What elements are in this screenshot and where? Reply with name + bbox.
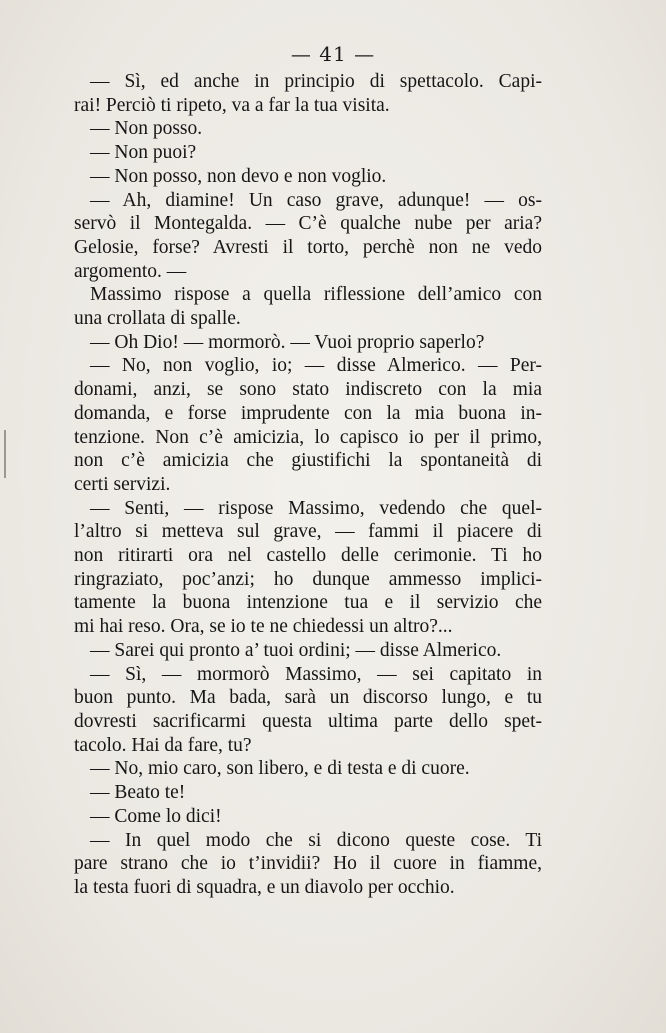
text-line: — Beato te! xyxy=(90,782,186,804)
text-line: — In quel modo che si dicono queste cose. Ti xyxy=(90,829,542,851)
text-line: una crollata di spalle. xyxy=(74,308,241,330)
text-line: argomento. — xyxy=(74,260,187,282)
body-text xyxy=(74,70,542,900)
text-line: — Senti, — rispose Massimo, vedendo che quel- xyxy=(90,497,542,519)
text-line: mi hai reso. Ora, se io te ne chiedessi un altro?... xyxy=(74,616,453,638)
text-line: — Ah, diamine! Un caso grave, adunque! — os- xyxy=(90,189,542,211)
paragraph xyxy=(74,117,542,141)
text-line: tacolo. Hai da fare, tu? xyxy=(74,734,252,756)
paragraph xyxy=(74,141,542,165)
text-line: domanda, e forse imprudente con la mia buona in- xyxy=(74,402,542,424)
text-line: rai! Perciò ti ripeto, va a far la tua visita. xyxy=(74,94,390,116)
text-line: — Sì, — mormorò Massimo, — sei capitato in xyxy=(90,663,542,685)
text-line: non c’è amicizia che giustifichi la spontaneità di xyxy=(74,450,542,472)
text-line: l’altro si metteva sul grave, — fammi il piacere di xyxy=(74,521,542,543)
paragraph xyxy=(74,189,542,284)
text-line: tenzione. Non c’è amicizia, lo capisco io per il primo, xyxy=(74,426,542,448)
text-line: — No, non voglio, io; — disse Almerico. — Per- xyxy=(90,355,542,377)
text-line: — Non posso. xyxy=(90,118,203,140)
text-line: certi servizi. xyxy=(74,473,171,495)
paragraph xyxy=(74,805,542,829)
text-line: — No, mio caro, son libero, e di testa e di cuore. xyxy=(90,758,470,780)
text-line: — Non posso, non devo e non voglio. xyxy=(90,165,387,187)
paragraph xyxy=(74,331,542,355)
text-line: la testa fuori di squadra, e un diavolo per occhio. xyxy=(74,876,455,898)
text-line: Gelosie, forse? Avresti il torto, perchè non ne vedo xyxy=(74,236,542,258)
paragraph xyxy=(74,829,542,900)
text-line: — Come lo dici! xyxy=(90,805,222,827)
text-line: servò il Montegalda. — C’è qualche nube per aria? xyxy=(74,213,542,235)
paragraph xyxy=(74,663,542,758)
text-line: — Sarei qui pronto a’ tuoi ordini; — disse Almerico. xyxy=(90,639,502,661)
paragraph xyxy=(74,70,542,117)
text-line: donami, anzi, se sono stato indiscreto con la mia xyxy=(74,379,542,401)
page-number: — 41 — xyxy=(290,42,376,66)
text-line: — Oh Dio! — mormorò. — Vuoi proprio saperlo? xyxy=(90,331,485,353)
paragraph xyxy=(74,283,542,330)
paragraph xyxy=(74,639,542,663)
paragraph xyxy=(74,757,542,781)
paragraph xyxy=(74,165,542,189)
paragraph xyxy=(74,781,542,805)
text-line: dovresti sacrificarmi questa ultima parte dello spet- xyxy=(74,710,542,732)
text-line: pare strano che io t’invidii? Ho il cuore in fiamme, xyxy=(74,853,542,875)
margin-mark xyxy=(4,430,6,478)
text-line: non ritirarti ora nel castello delle cerimonie. Ti ho xyxy=(74,545,542,567)
paragraph xyxy=(74,354,542,496)
text-line: buon punto. Ma bada, sarà un discorso lungo, e tu xyxy=(74,687,542,709)
text-line: tamente la buona intenzione tua e il servizio che xyxy=(74,592,542,614)
text-line: ringraziato, poc’anzi; ho dunque ammesso implici- xyxy=(74,568,542,590)
text-line: — Sì, ed anche in principio di spettacolo. Capi- xyxy=(90,71,542,92)
paragraph xyxy=(74,497,542,639)
text-line: — Non puoi? xyxy=(90,142,197,164)
text-line: Massimo rispose a quella riflessione dell’amico con xyxy=(90,284,542,306)
